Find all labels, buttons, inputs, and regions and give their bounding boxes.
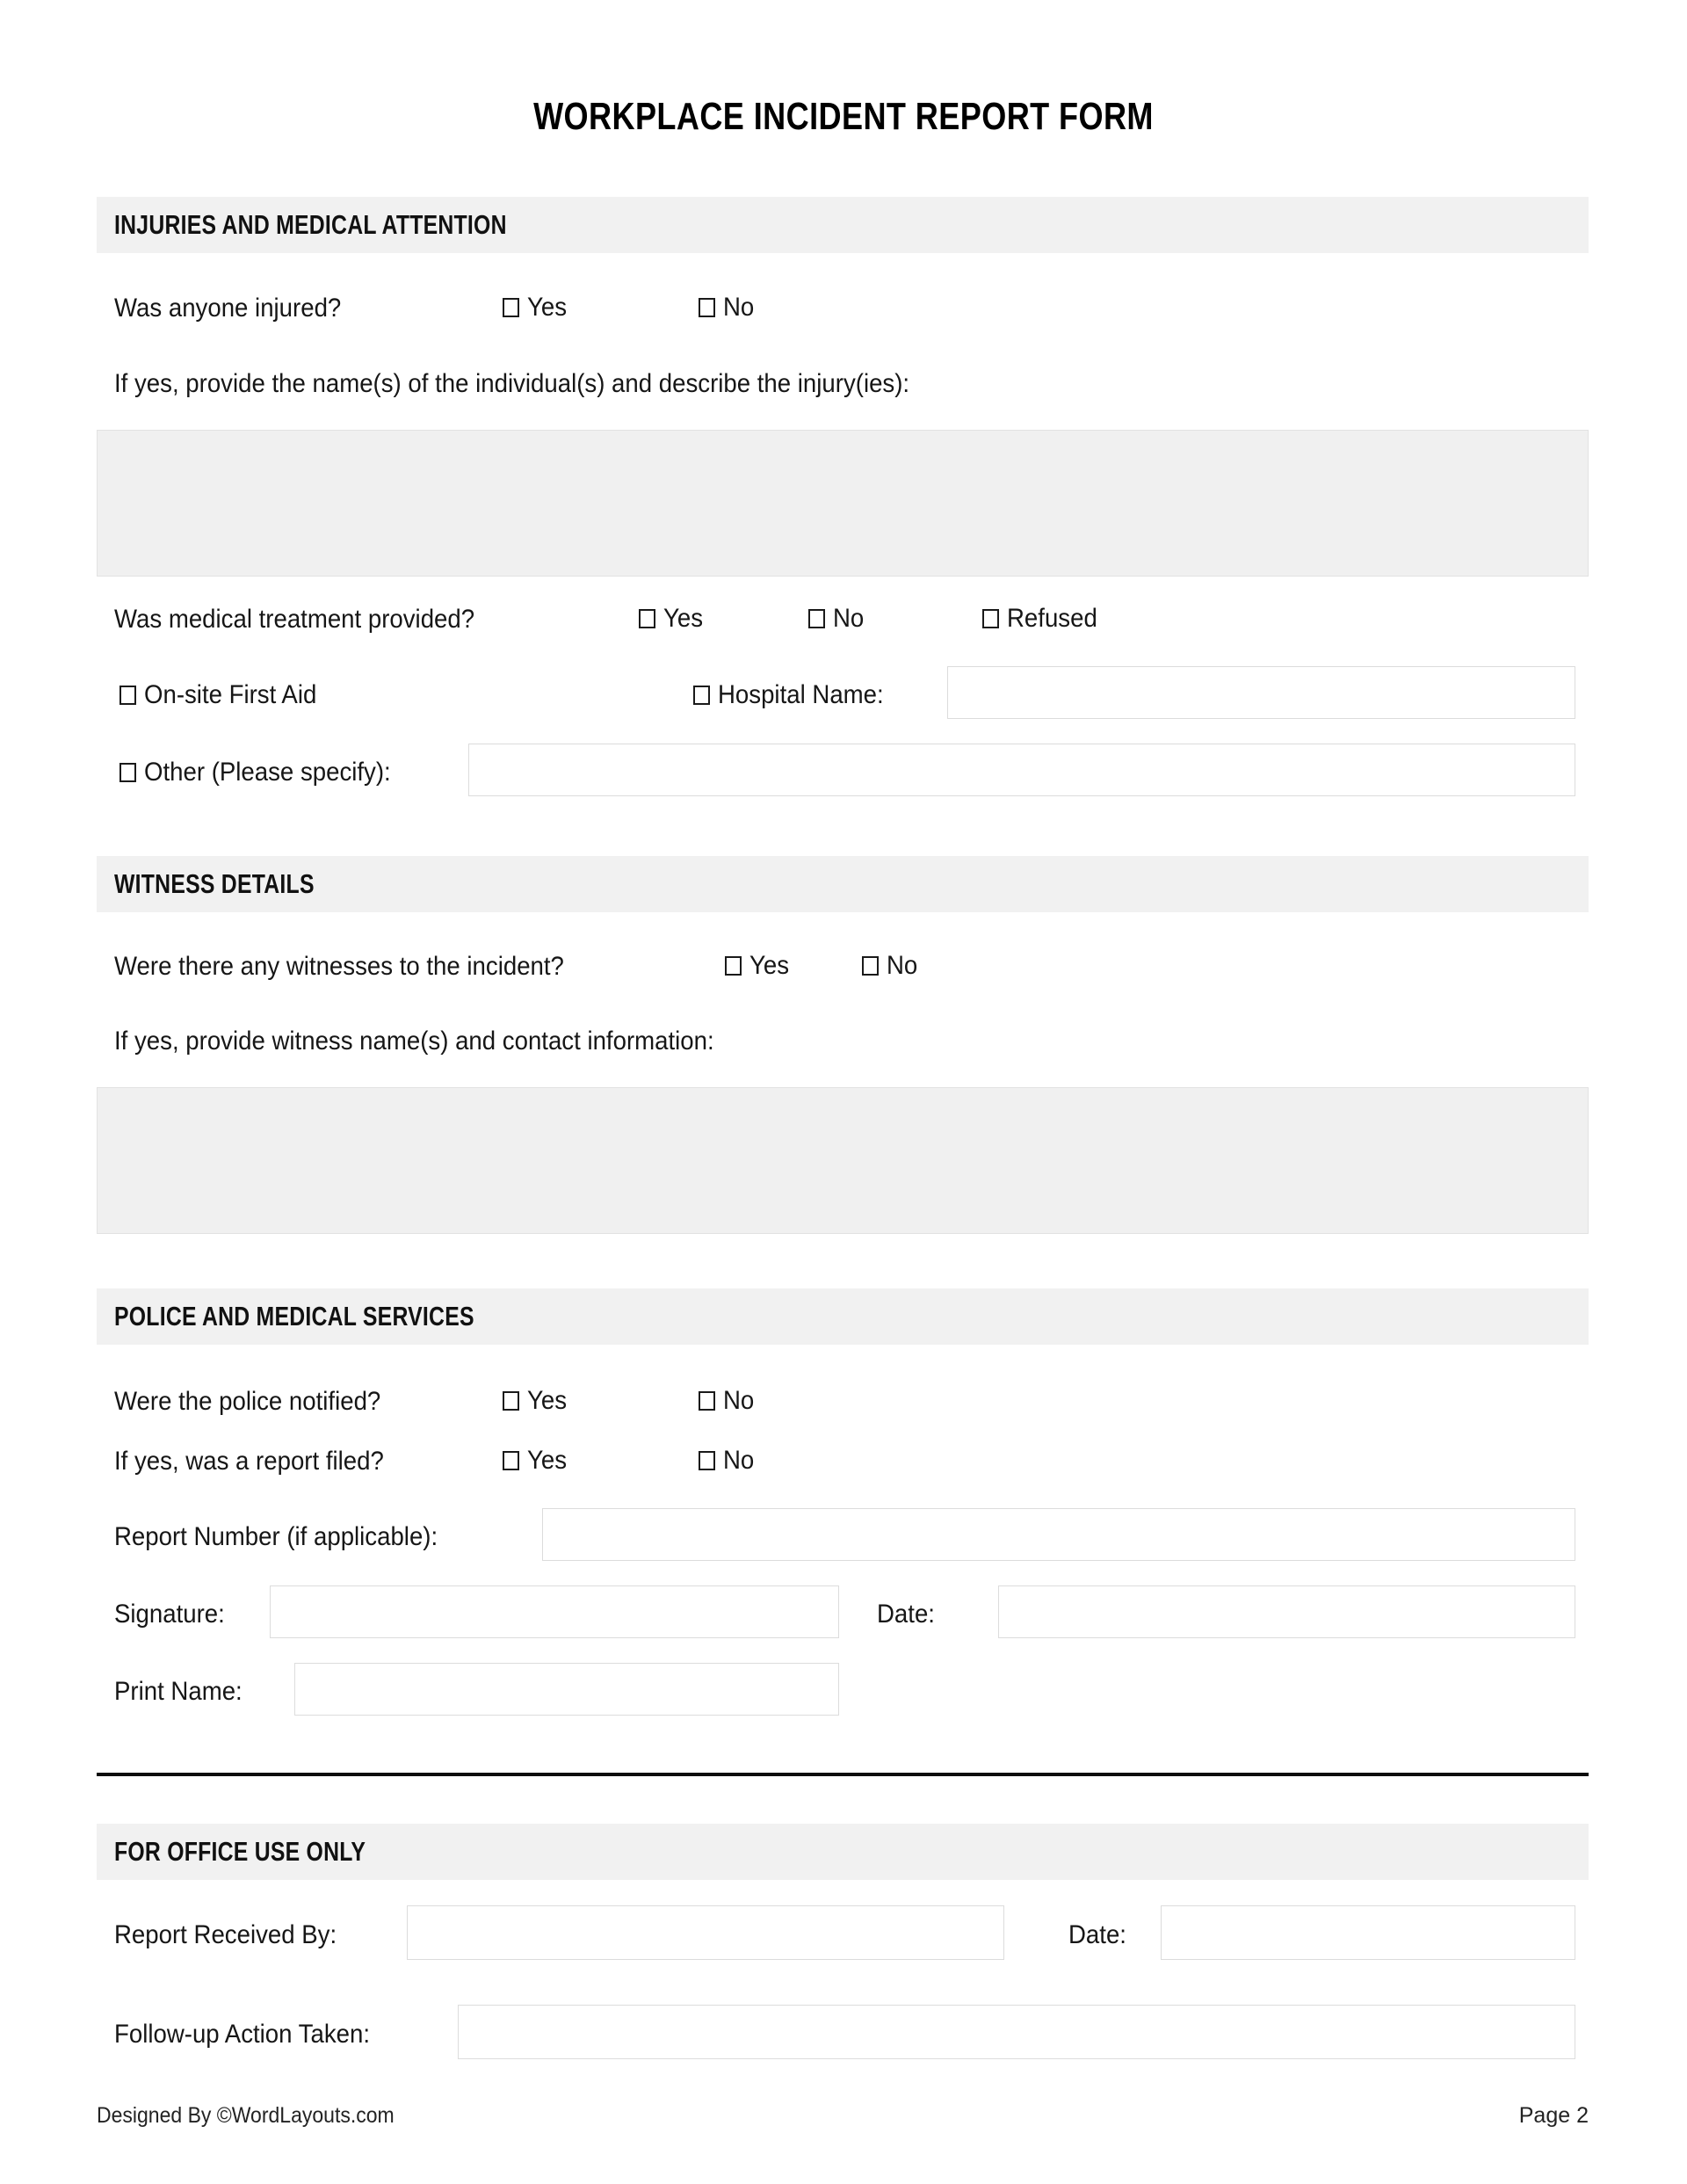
checkbox-icon: [862, 956, 879, 976]
checkbox-report-filed-no-label: No: [723, 1446, 755, 1475]
label-were-there-witnesses: Were there any witnesses to the incident?: [114, 952, 564, 981]
checkbox-injured-no[interactable]: [699, 294, 757, 321]
signature-input[interactable]: [270, 1585, 839, 1638]
checkbox-icon: [503, 298, 519, 317]
checkbox-report-filed-no[interactable]: [699, 1448, 757, 1474]
checkbox-icon: [808, 609, 825, 628]
report-number-input[interactable]: [542, 1508, 1575, 1561]
checkbox-treatment-yes[interactable]: [639, 606, 706, 632]
label-were-police-notified: Were the police notified?: [114, 1387, 381, 1416]
label-was-medical-treatment-provided: Was medical treatment provided?: [114, 605, 475, 634]
followup-action-input[interactable]: [458, 2005, 1575, 2059]
checkbox-witness-yes[interactable]: [725, 953, 793, 979]
label-print-name: Print Name:: [114, 1677, 243, 1706]
checkbox-treatment-refused-label: Refused: [1007, 604, 1097, 633]
label-was-anyone-injured: Was anyone injured?: [114, 294, 342, 323]
section-header-witness: [97, 856, 1589, 912]
injury-description-textarea[interactable]: [97, 430, 1589, 577]
checkbox-hospital-name[interactable]: [693, 682, 898, 708]
page-title: WORKPLACE INCIDENT REPORT FORM: [533, 95, 1154, 138]
checkbox-icon: [119, 686, 136, 705]
label-was-report-filed: If yes, was a report filed?: [114, 1447, 384, 1476]
checkbox-witness-no[interactable]: [862, 953, 920, 979]
checkbox-report-filed-yes[interactable]: [503, 1448, 570, 1474]
checkbox-icon: [503, 1451, 519, 1470]
checkbox-injured-yes-label: Yes: [527, 293, 568, 322]
checkbox-icon: [982, 609, 999, 628]
label-describe-injuries-prompt: If yes, provide the name(s) of the individual(s) and describe the injury(ies):: [114, 369, 910, 398]
footer-credit: Designed By ©WordLayouts.com: [97, 2103, 395, 2128]
hospital-name-input[interactable]: [947, 666, 1575, 719]
label-followup-action-taken: Follow-up Action Taken:: [114, 2020, 370, 2049]
print-name-input[interactable]: [294, 1663, 839, 1716]
checkbox-police-notified-no[interactable]: [699, 1388, 757, 1414]
checkbox-treatment-refused[interactable]: [982, 606, 1105, 632]
checkbox-hospital-name-label: Hospital Name:: [718, 680, 884, 709]
checkbox-icon: [639, 609, 655, 628]
checkbox-icon: [693, 686, 710, 705]
section-header-police-label: POLICE AND MEDICAL SERVICES: [114, 1301, 474, 1331]
checkbox-icon: [503, 1391, 519, 1411]
section-header-injuries-label: INJURIES AND MEDICAL ATTENTION: [114, 209, 507, 240]
checkbox-icon: [725, 956, 742, 976]
other-specify-input[interactable]: [468, 744, 1575, 796]
section-header-witness-label: WITNESS DETAILS: [114, 868, 315, 899]
label-report-received-by: Report Received By:: [114, 1920, 337, 1949]
checkbox-icon: [119, 763, 136, 782]
checkbox-police-notified-no-label: No: [723, 1386, 755, 1415]
checkbox-treatment-yes-label: Yes: [663, 604, 704, 633]
checkbox-witness-no-label: No: [887, 951, 918, 980]
label-signature: Signature:: [114, 1600, 225, 1629]
section-header-injuries: [97, 197, 1589, 253]
label-witness-contact-prompt: If yes, provide witness name(s) and contact information:: [114, 1027, 714, 1056]
footer-page-number: Page 2: [1518, 2103, 1589, 2128]
checkbox-on-site-first-aid[interactable]: [119, 682, 331, 708]
checkbox-other-specify-label: Other (Please specify):: [144, 758, 391, 787]
checkbox-icon: [699, 1451, 715, 1470]
section-header-police: [97, 1288, 1589, 1345]
checkbox-treatment-no[interactable]: [808, 606, 866, 632]
section-header-office-label: FOR OFFICE USE ONLY: [114, 1836, 366, 1867]
checkbox-witness-yes-label: Yes: [749, 951, 790, 980]
label-signature-date: Date:: [877, 1600, 935, 1629]
checkbox-police-notified-yes-label: Yes: [527, 1386, 568, 1415]
label-office-date: Date:: [1068, 1920, 1126, 1949]
checkbox-on-site-first-aid-label: On-site First Aid: [144, 680, 317, 709]
witness-details-textarea[interactable]: [97, 1087, 1589, 1234]
office-date-input[interactable]: [1161, 1905, 1575, 1960]
section-header-office: [97, 1824, 1589, 1880]
label-report-number: Report Number (if applicable):: [114, 1522, 438, 1551]
checkbox-icon: [699, 1391, 715, 1411]
checkbox-icon: [699, 298, 715, 317]
checkbox-report-filed-yes-label: Yes: [527, 1446, 568, 1475]
checkbox-treatment-no-label: No: [833, 604, 865, 633]
report-received-by-input[interactable]: [407, 1905, 1004, 1960]
checkbox-police-notified-yes[interactable]: [503, 1388, 570, 1414]
checkbox-other-specify[interactable]: [119, 759, 412, 786]
signature-date-input[interactable]: [998, 1585, 1575, 1638]
checkbox-injured-yes[interactable]: [503, 294, 570, 321]
section-divider: [97, 1773, 1589, 1776]
checkbox-injured-no-label: No: [723, 293, 755, 322]
